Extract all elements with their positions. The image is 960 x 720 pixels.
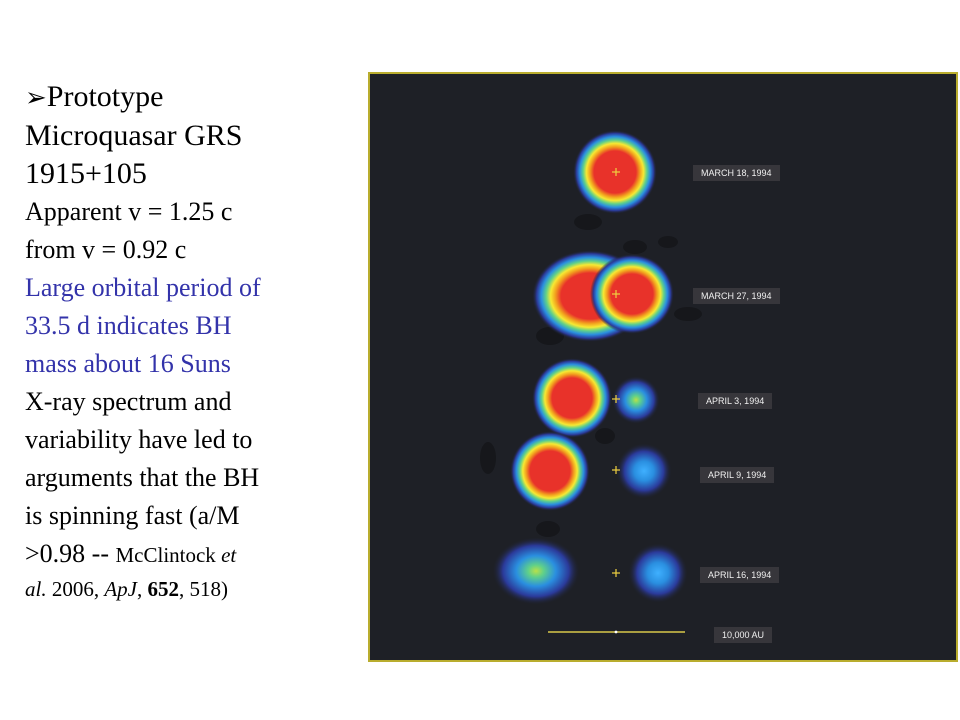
citation-etal: et: [221, 543, 237, 567]
core-markers: [612, 168, 620, 577]
spin-value: >0.98 --: [25, 539, 116, 568]
label-march-27: MARCH 27, 1994: [693, 288, 780, 304]
xray-line-2: variability have led to: [25, 425, 253, 454]
radio-image-sequence: [368, 72, 958, 662]
xray-line-3: arguments that the BH: [25, 463, 260, 492]
xray-line-5: [25, 535, 355, 574]
citation-etal-2: al.: [25, 577, 47, 601]
blob-march-27: [532, 250, 674, 342]
blob-april-16-left: [492, 537, 580, 605]
apparent-velocity-line-1: Apparent v = 1.25 c: [25, 197, 233, 226]
label-scale: 10,000 AU: [714, 627, 772, 643]
label-april-3: APRIL 3, 1994: [698, 393, 772, 409]
label-march-18: MARCH 18, 1994: [693, 165, 780, 181]
citation-year: 2006,: [46, 577, 105, 601]
label-april-9: APRIL 9, 1994: [700, 467, 774, 483]
slide-text: [25, 78, 355, 604]
citation-pages: , 518): [179, 577, 228, 601]
citation-volume: 652: [147, 577, 179, 601]
label-april-16: APRIL 16, 1994: [700, 567, 779, 583]
citation-journal: ApJ: [104, 577, 137, 601]
blob-april-9-left: [510, 431, 590, 511]
orbital-period-line-3: mass about 16 Suns: [25, 349, 231, 378]
blob-april-3-left: [532, 358, 612, 438]
title-line-1: Prototype: [46, 80, 164, 113]
apparent-velocity-line-2: from v = 0.92 c: [25, 235, 187, 264]
title-line-3: 1915+105: [25, 157, 147, 190]
blob-april-3-right: [612, 376, 660, 424]
xray-line-4: is spinning fast (a/M: [25, 501, 240, 530]
blob-image: [370, 74, 956, 660]
citation-author: McClintock: [115, 543, 222, 567]
blob-april-16-right: [628, 543, 688, 603]
arrow-bullet-icon: ➢: [25, 83, 47, 113]
orbital-period-line-1: Large orbital period of: [25, 273, 261, 302]
scale-bar: [548, 631, 685, 634]
title-line-2: Microquasar GRS: [25, 119, 243, 152]
xray-line-1: X-ray spectrum and: [25, 387, 232, 416]
slide-title: [25, 78, 355, 117]
blob-april-9-right: [616, 443, 672, 499]
citation-comma: ,: [137, 577, 148, 601]
orbital-period-line-2: 33.5 d indicates BH: [25, 311, 232, 340]
citation-line: [25, 574, 355, 604]
